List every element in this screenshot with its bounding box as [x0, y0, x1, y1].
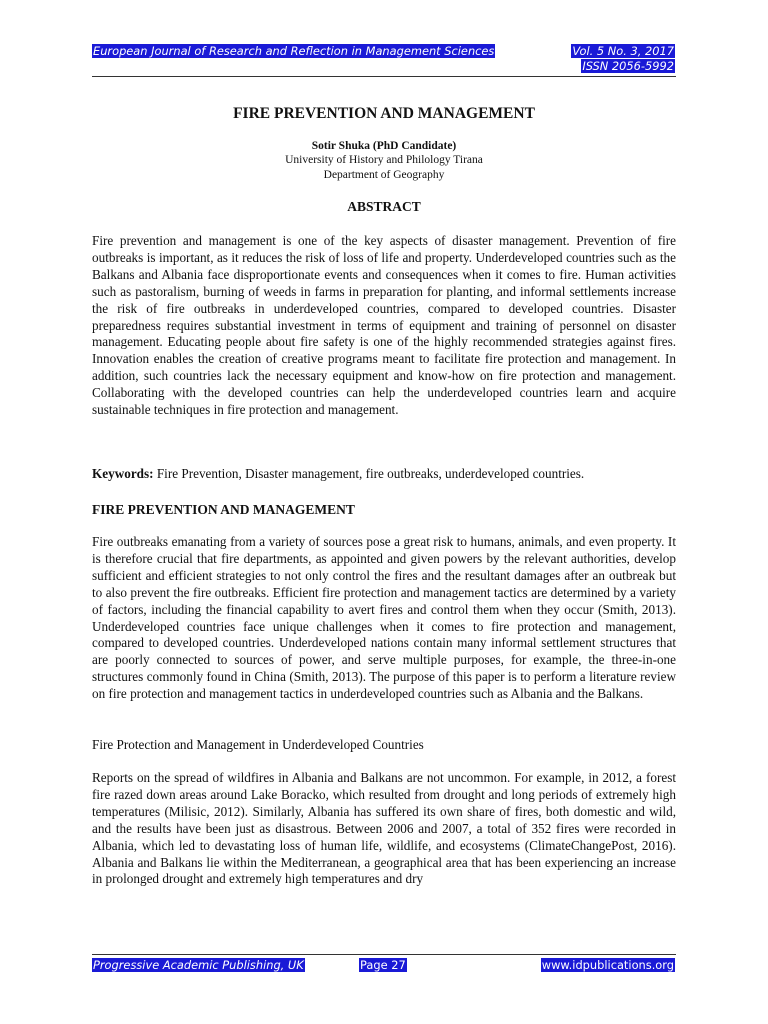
abstract-heading: ABSTRACT	[347, 199, 421, 214]
affiliation-university: University of History and Philology Tirana	[285, 154, 483, 166]
header-divider	[92, 76, 676, 77]
publisher-name: Progressive Academic Publishing, UK	[93, 958, 304, 972]
volume-info: Vol. 5 No. 3, 2017	[572, 44, 674, 58]
journal-name: European Journal of Research and Reflection in Management Sciences	[93, 44, 495, 58]
keywords-text: Fire Prevention, Disaster management, fire outbreaks, underdeveloped countries.	[156, 466, 585, 481]
abstract-text: Fire prevention and management is one of the key aspects of disaster management. Prevention of fire outbreaks is important, as it reduces the risk of loss of life and property. Underdeveloped countries such as the Balkans and Albania face disproportionate events and consequences when it comes to fire. Human activities such as pastoralism, burning of weeds in farms in preparation for planting, and informal settlements increase the risk of fire outbreaks in underdeveloped countries, compared to developed countries. Disaster preparedness requires substantial investment in terms of equipment and training of personnel on disaster management. Educating people about fire safety is one of the highly recommended strategies against fires. Innovation enables the creation of creative programs meant to facilitate fire protection and management. In addition, such countries lack the necessary equipment and know-how on fire protection and management. Collaborating with the developed countries can help the underdeveloped countries learn and acquire sustainable techniques in fire protection and management.	[92, 233, 676, 418]
footer-divider	[92, 954, 676, 955]
subsection-heading: Fire Protection and Management in Underdeveloped Countries	[92, 737, 424, 752]
author-name: Sotir Shuka (PhD Candidate)	[311, 140, 457, 152]
paper-title: FIRE PREVENTION AND MANAGEMENT	[233, 105, 535, 122]
website-link[interactable]: www.idpublications.org	[541, 958, 674, 972]
page-number: Page 27	[360, 958, 406, 972]
affiliation-department: Department of Geography	[323, 169, 445, 181]
body-paragraph-1: Fire outbreaks emanating from a variety of sources pose a great risk to humans, animals, and even property. It is therefore crucial that fire departments, as appointed and given powers by the relevant authorities, develop sufficient and efficient strategies to not only control the fires and the resultant damages after an outbreak but to also prevent the fire outbreaks. Efficient fire protection and management tactics are determined by a variety of factors, including the financial capability to avert fires and control them when they occur (Smith, 2013). Underdeveloped countries face unique challenges when it comes to fire protection and management, compared to developed countries. Underdeveloped nations contain many informal settlement structures that are poorly connected to sources of power, and serve multiple purposes, for example, the three-in-one structures commonly found in China (Smith, 2013). The purpose of this paper is to perform a literature review on fire protection and management tactics in underdeveloped countries such as Albania and the Balkans.	[92, 534, 676, 702]
issn-info: ISSN 2056-5992	[582, 59, 674, 73]
body-paragraph-2: Reports on the spread of wildfires in Albania and Balkans are not uncommon. For example, in 2012, a forest fire razed down areas around Lake Boracko, which resulted from drought and long periods of extremely high temperatures (Milisic, 2012). Similarly, Albania has suffered its own share of fires, both domestic and wild, and the results have been just as disastrous. Between 2006 and 2007, a total of 352 fires were recorded in Albania, which led to devastating loss of human life, wildlife, and ecosystems (ClimateChangePost, 2016). Albania and Balkans lie within the Mediterranean, a geographical area that has been experiencing an increase in prolonged drought and extremely high temperatures and dry	[92, 770, 676, 887]
keywords-label: Keywords:	[92, 466, 154, 481]
keywords	[92, 466, 676, 483]
section-heading: FIRE PREVENTION AND MANAGEMENT	[92, 502, 355, 517]
